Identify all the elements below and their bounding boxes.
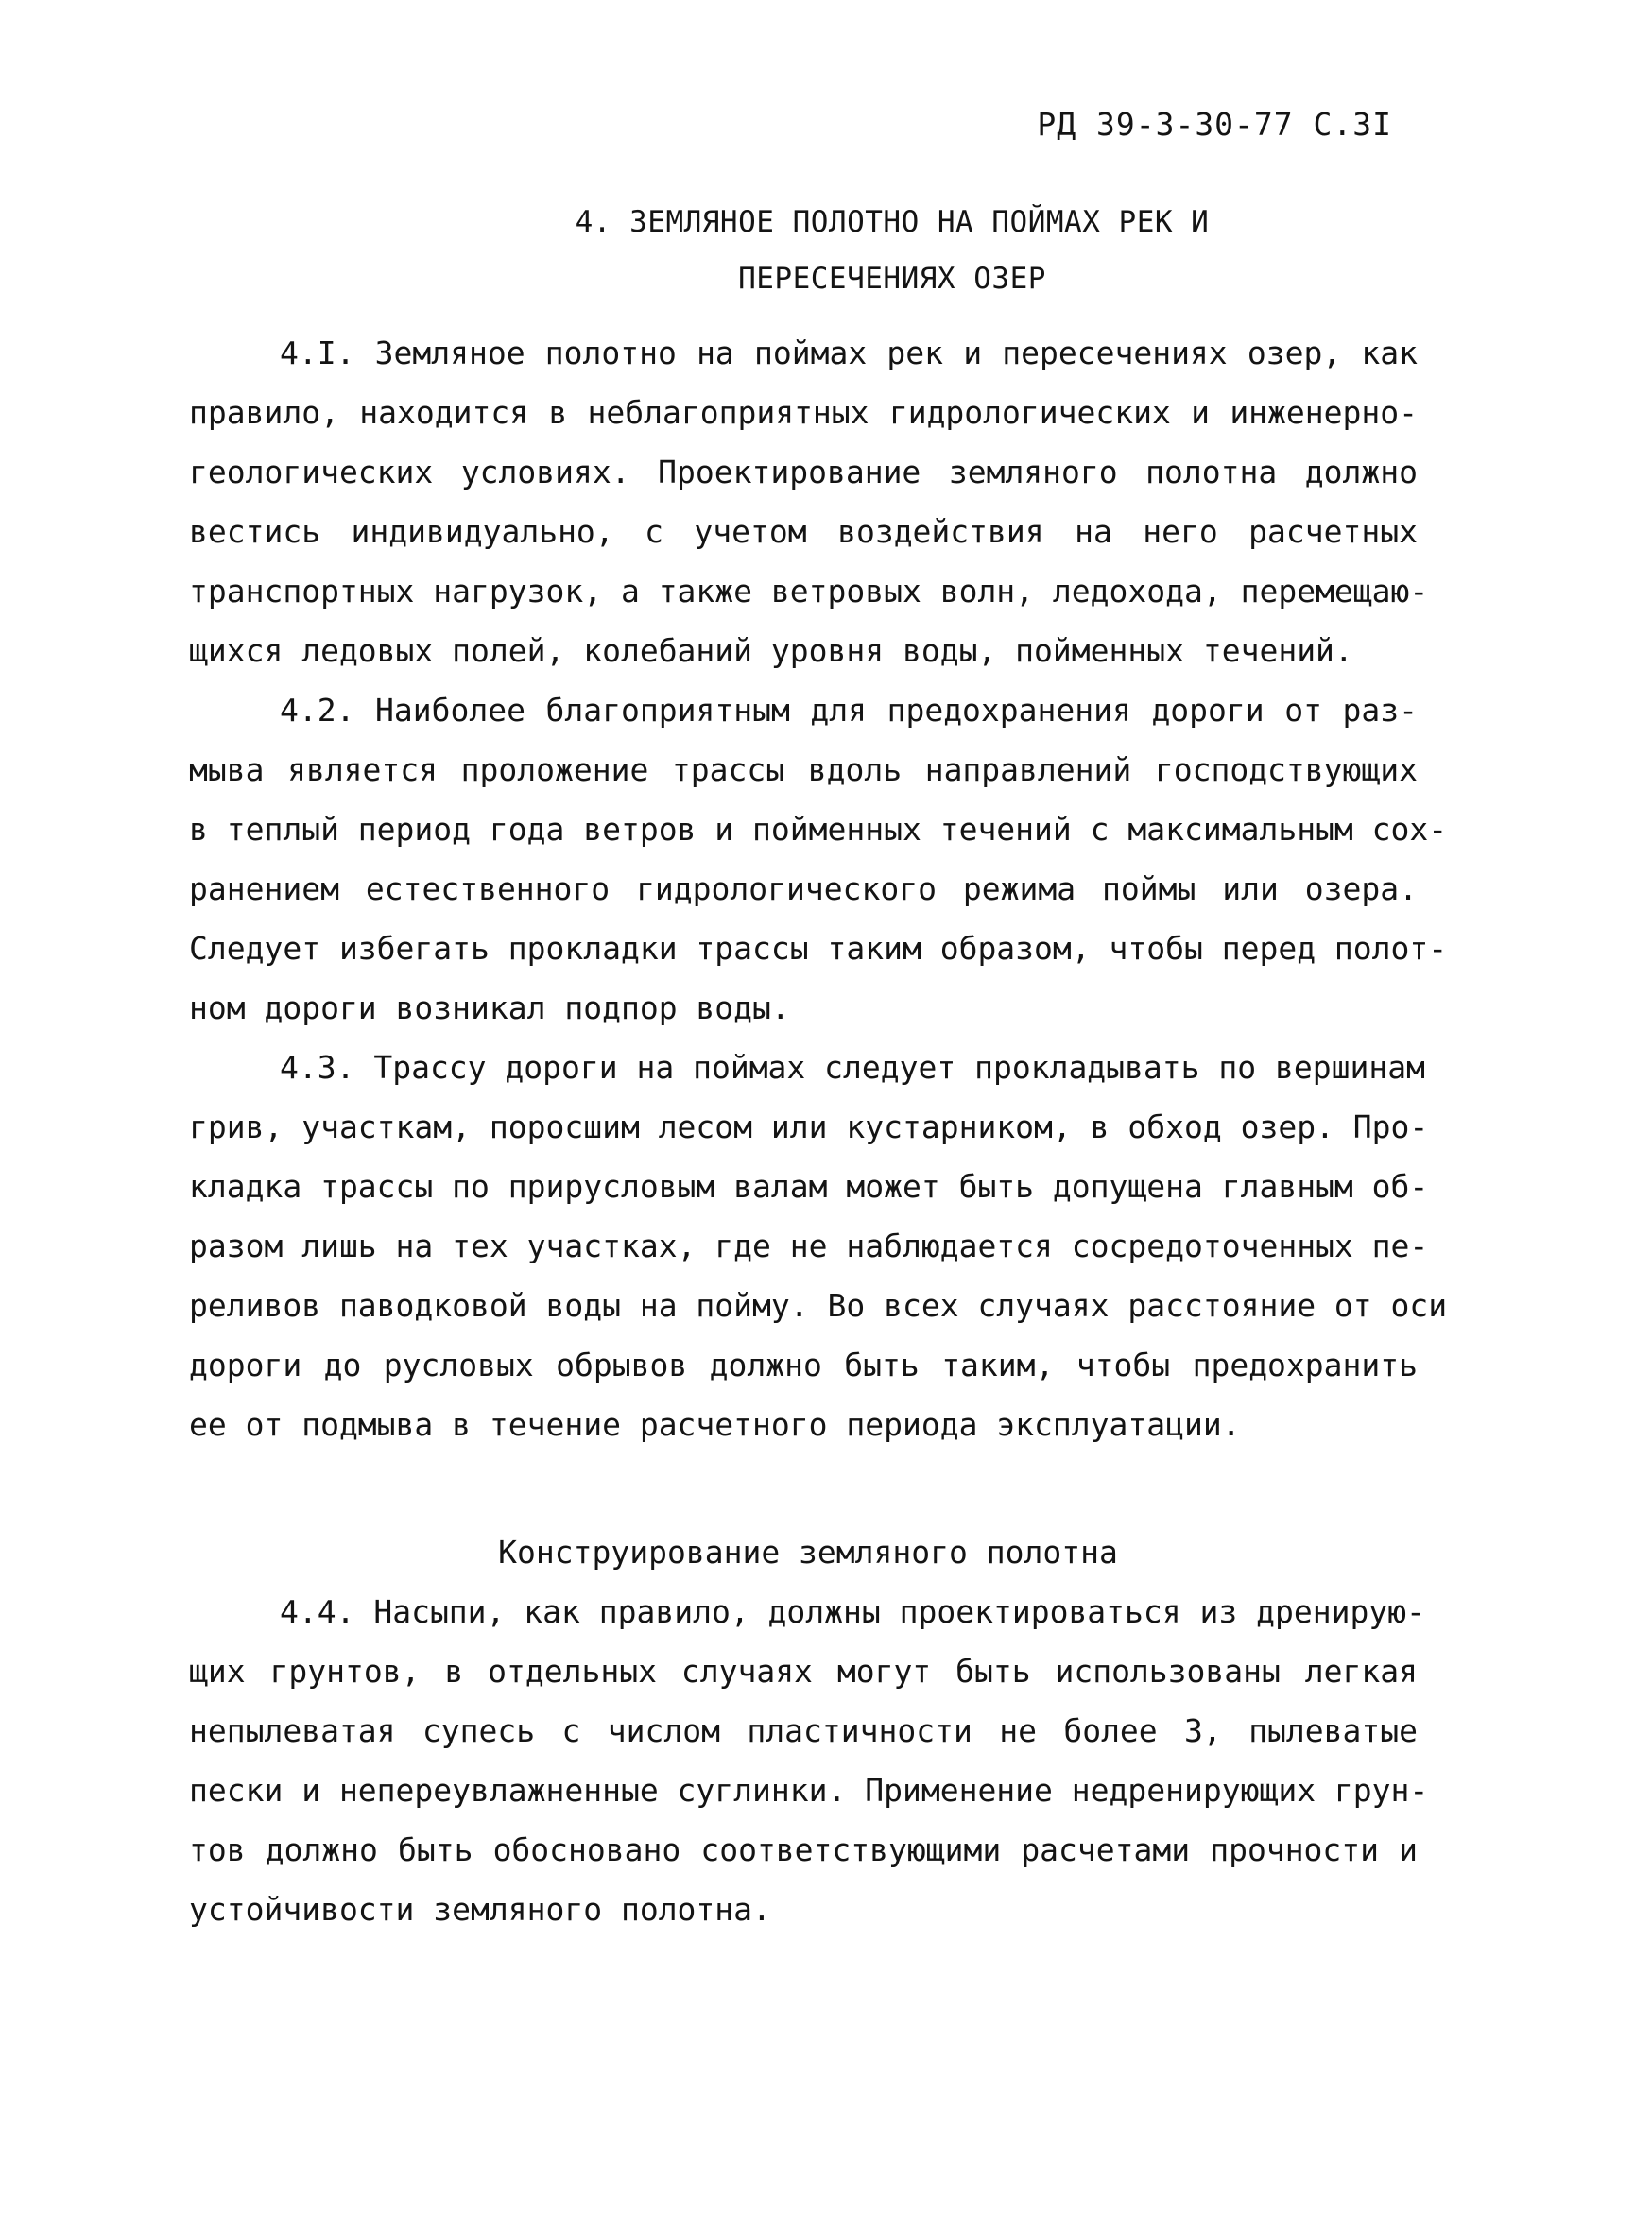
section-title-line-2: ПЕРЕСЕЧЕНИЯХ ОЗЕР (738, 262, 1046, 296)
text-line: щих грунтов, в отдельных случаях могут быть использованы легкая (189, 1653, 1418, 1690)
text-line: ранением естественного гидрологического режима поймы или озера. (189, 870, 1418, 907)
text-line: правило, находится в неблагоприятных гидрологических и инженерно- (189, 394, 1418, 431)
text-line: пески и непереувлажненные суглинки. Применение недренирующих грун- (189, 1772, 1429, 1809)
text-line: 4.І. Земляное полотно на поймах рек и пересечениях озер, как (280, 335, 1418, 371)
text-line: Следует избегать прокладки трассы таким образом, чтобы перед полот- (189, 930, 1448, 967)
text-line: тов должно быть обосновано соответствующими расчетами прочности и (189, 1831, 1418, 1868)
text-line: устойчивости земляного полотна. (189, 1891, 771, 1928)
text-line: мыва является проложение трассы вдоль направлений господствующих (189, 751, 1418, 788)
document-body (189, 323, 1448, 1939)
paragraph-4-3 (189, 1038, 1448, 1454)
text-line: 4.4. Насыпи, как правило, должны проектироваться из дренирую- (280, 1593, 1425, 1630)
text-line: дороги до русловых обрывов должно быть таким, чтобы предохранить (189, 1347, 1418, 1383)
text-line: вестись индивидуально, с учетом воздействия на него расчетных (189, 513, 1418, 550)
paragraph-4-2 (189, 680, 1448, 1038)
text-line: 4.2. Наиболее благоприятным для предохранения дороги от раз- (280, 692, 1418, 729)
text-line: щихся ледовых полей, колебаний уровня воды, пойменных течений. (189, 632, 1353, 669)
paragraph-4-4 (189, 1582, 1429, 1939)
text-line: ном дороги возникал подпор воды. (189, 989, 790, 1026)
section-title-line-1: 4. ЗЕМЛЯНОЕ ПОЛОТНО НА ПОЙМАХ РЕК И (575, 205, 1210, 239)
document-reference: РД 39-3-30-77 С.3І (1037, 106, 1392, 143)
paragraph-4-1 (189, 323, 1429, 680)
subsection-heading: Конструирование земляного полотна (498, 1534, 1118, 1571)
text-line: непылеватая супесь с числом пластичности не более 3, пылеватые (189, 1712, 1418, 1749)
text-line: грив, участкам, поросшим лесом или кустарником, в обход озер. Про- (189, 1108, 1429, 1145)
text-line: геологических условиях. Проектирование земляного полотна должно (189, 454, 1418, 490)
section-title (0, 194, 1652, 307)
text-line: кладка трассы по прирусловым валам может быть допущена главным об- (189, 1168, 1429, 1205)
text-line: 4.3. Трассу дороги на поймах следует прокладывать по вершинам (280, 1049, 1425, 1086)
text-line: разом лишь на тех участках, где не наблюдается сосредоточенных пе- (189, 1228, 1429, 1264)
text-line: реливов паводковой воды на пойму. Во всех случаях расстояние от оси (189, 1287, 1448, 1324)
text-line: ее от подмыва в течение расчетного периода эксплуатации. (189, 1406, 1241, 1443)
text-line: в теплый период года ветров и пойменных течений с максимальным сох- (189, 811, 1448, 848)
text-line: транспортных нагрузок, а также ветровых волн, ледохода, перемещаю- (189, 573, 1429, 610)
